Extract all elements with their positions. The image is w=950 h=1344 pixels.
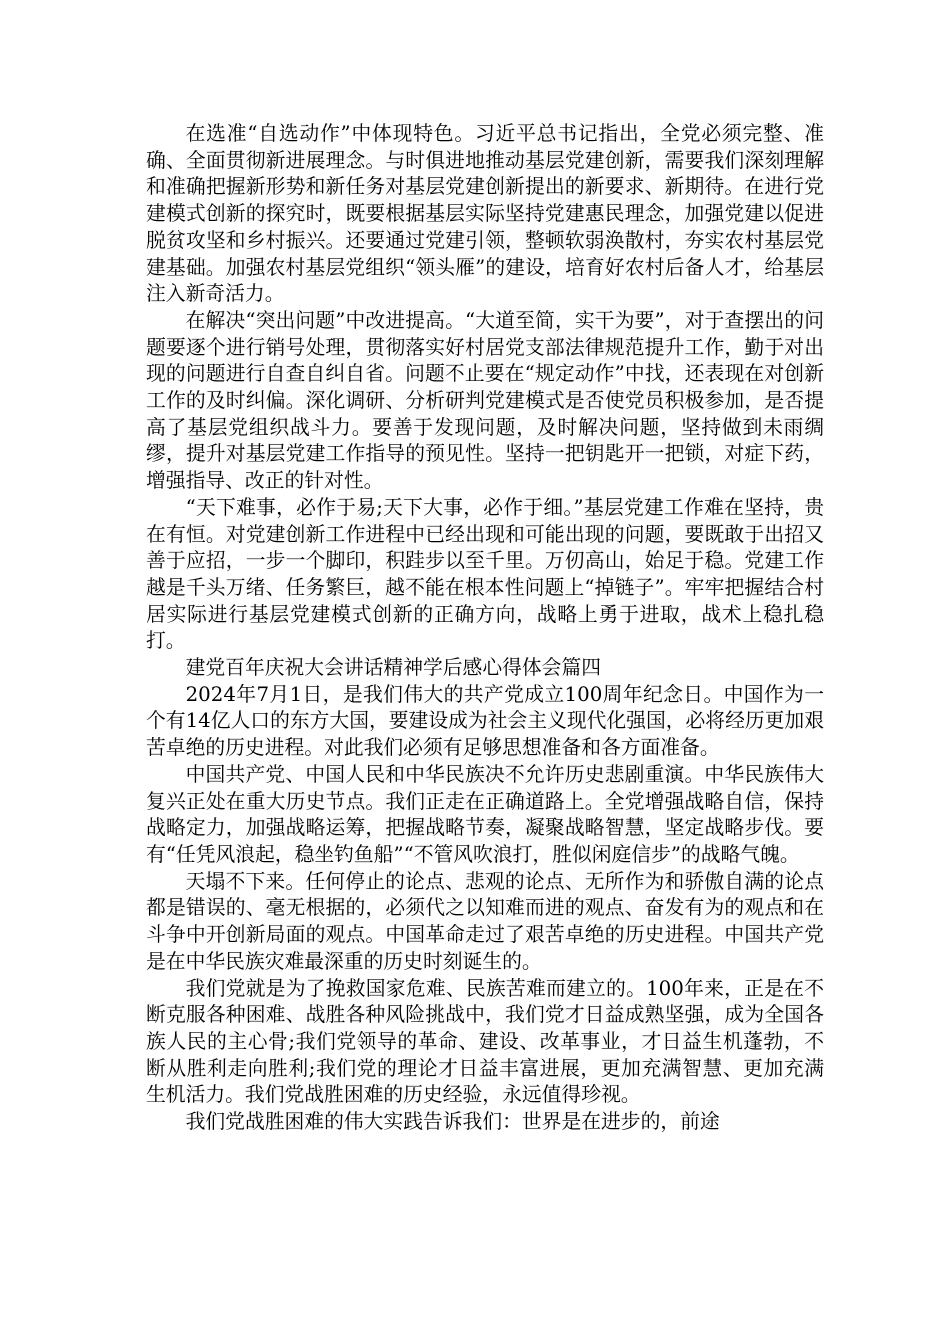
paragraph-sky-not-falling: 天塌不下来。任何停止的论点、悲观的论点、无所作为和骄傲自满的论点都是错误的、毫无根据的，必须代之以知难而进的观点、奋发有为的观点和在斗争中开创新局面的观点。中国革命走过了艰苦卓绝的历史进程。中国共产党是在中华民族灾难最深重的历史时刻诞生的。 bbox=[146, 869, 824, 973]
paragraph-party-founded: 我们党就是为了挽救国家危难、民族苦难而建立的。100年来，正是在不断克服各种困难、战胜各种风险挑战中，我们党才日益成熟坚强，成为全国各族人民的主心骨;我们党领导的革命、建设、改革事业，才日益生机蓬勃，不断从胜利走向胜利;我们党的理论才日益丰富进展，更加充满智慧、更加充满生机活力。我们党战胜困难的历史经验，永远值得珍视。 bbox=[146, 976, 824, 1107]
paragraph-anniversary: 2024年7月1日，是我们伟大的共产党成立100周年纪念日。中国作为一个有14亿人口的东方大国，要建设成为社会主义现代化强国，必将经历更加艰苦卓绝的历史进程。对此我们必须有足够思想准备和各方面准备。 bbox=[146, 682, 824, 760]
paragraph-practice-tells: 我们党战胜困难的伟大实践告诉我们：世界是在进步的，前途 bbox=[185, 1110, 720, 1134]
section-heading: 建党百年庆祝大会讲话精神学后感心得体会篇四 bbox=[185, 656, 602, 680]
paragraph-self-selected-actions: 在选准“自选动作”中体现特色。习近平总书记指出，全党必须完整、准确、全面贯彻新进展理念。与时俱进地推动基层党建创新，需要我们深刻理解和准确把握新形势和新任务对基层党建创新提出的新要求、新期待。在进行党建模式创新的探究时，既要根据基层实际坚持党建惠民理念，加强党建以促进脱贫攻坚和乡村振兴。还要通过党建引领，整顿软弱涣散村，夯实农村基层党建基础。加强农村基层党组织“领头雁”的建设，培育好农村后备人才，给基层注入新奇活力。 bbox=[146, 122, 824, 306]
document-body bbox=[146, 121, 824, 1136]
paragraph-difficult-things: “天下难事，必作于易;天下大事，必作于细。”基层党建工作难在坚持，贵在有恒。对党建创新工作进程中已经出现和可能出现的问题，要既敢于出招又善于应招，一步一个脚印，积跬步以至千里。万仞高山，始足于稳。党建工作越是千头万绪、任务繁巨，越不能在根本性问题上“掉链子”。牢牢把握结合村居实际进行基层党建模式创新的正确方向，战略上勇于进取，战术上稳扎稳打。 bbox=[146, 495, 824, 653]
paragraph-prominent-problems: 在解决“突出问题”中改进提高。“大道至简，实干为要”，对于查摆出的问题要逐个进行销号处理，贯彻落实好村居党支部法律规范提升工作，勤于对出现的问题进行自查自纠自省。问题不止要在“规定动作”中找，还表现在对创新工作的及时纠偏。深化调研、分析研判党建模式是否使党员积极参加，是否提高了基层党组织战斗力。要善于发现问题，及时解决问题，坚持做到未雨绸缪，提升对基层党建工作指导的预见性。坚持一把钥匙开一把锁，对症下药，增强指导、改正的针对性。 bbox=[146, 308, 824, 493]
paragraph-no-tragedy: 中国共产党、中国人民和中华民族决不允许历史悲剧重演。中华民族伟大复兴正处在重大历史节点。我们正走在正确道路上。全党增强战略自信，保持战略定力，加强战略运筹，把握战略节奏，凝聚战略智慧，坚定战略步伐。要有“任凭风浪起，稳坐钓鱼船”“不管风吹浪打，胜似闲庭信步”的战略气魄。 bbox=[146, 762, 824, 866]
